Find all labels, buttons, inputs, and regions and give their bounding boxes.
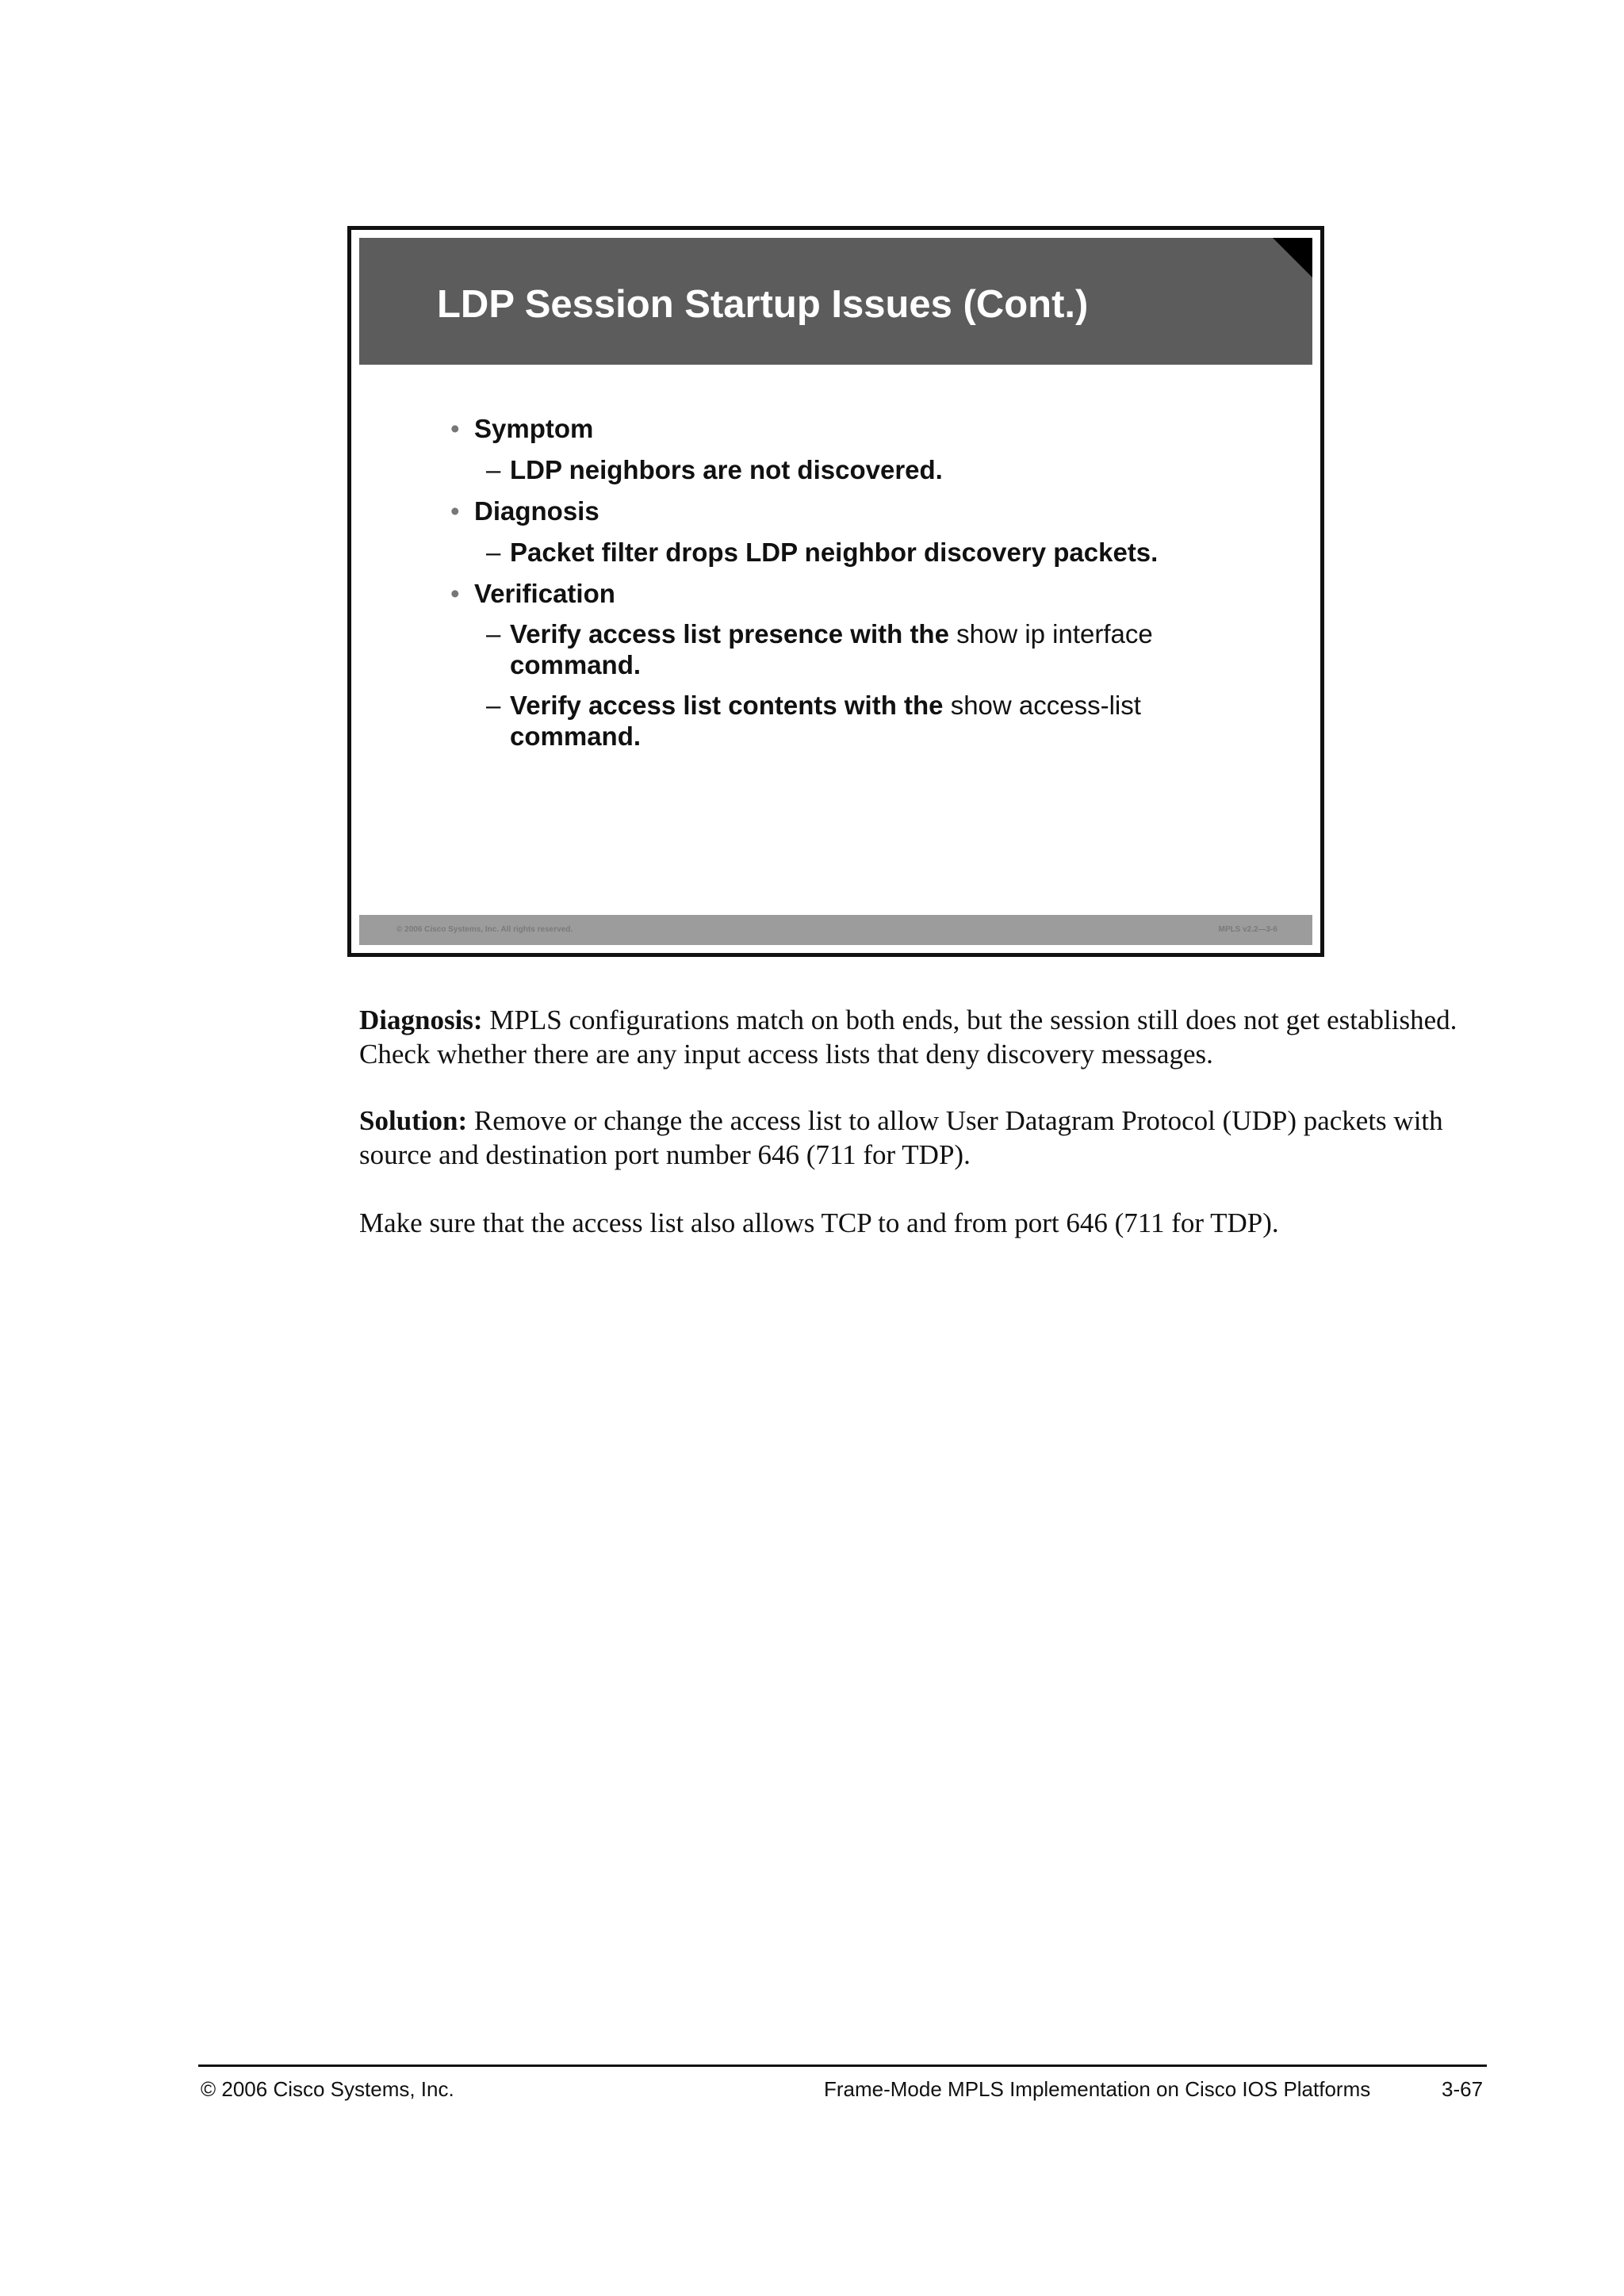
bullet-verification — [450, 579, 615, 609]
command-text: show ip interface — [956, 619, 1153, 649]
dash-icon: – — [486, 619, 501, 649]
dash-icon: – — [486, 538, 501, 567]
sub-text-continued: command. — [510, 650, 642, 679]
page-number: 3-67 — [1442, 2077, 1484, 2101]
sub-text: Verify access list presence with the — [510, 619, 957, 649]
sub-item — [486, 537, 1158, 568]
footer-divider — [198, 2064, 1487, 2067]
diagnosis-paragraph — [359, 1003, 1485, 1071]
bullet-icon: • — [450, 579, 460, 608]
slide-title: LDP Session Startup Issues (Cont.) — [437, 283, 1089, 326]
bullet-icon: • — [450, 496, 460, 526]
dash-icon: – — [486, 455, 501, 484]
sub-text: LDP neighbors are not discovered. — [510, 455, 943, 484]
sub-text-continued: command. — [510, 721, 642, 751]
bullet-label: Verification — [474, 579, 615, 608]
book-title: Frame-Mode MPLS Implementation on Cisco IOS Platforms — [824, 2077, 1371, 2101]
diagnosis-label: Diagnosis: — [359, 1004, 483, 1035]
sub-text: Verify access list contents with the — [510, 691, 951, 720]
bullet-label: Symptom — [474, 414, 594, 443]
sub-item — [486, 618, 1153, 680]
sub-item — [486, 690, 1141, 752]
bullet-icon: • — [450, 414, 460, 443]
solution-paragraph — [359, 1104, 1485, 1172]
solution-label: Solution: — [359, 1105, 468, 1136]
sub-text: Packet filter drops LDP neighbor discovery packets. — [510, 538, 1159, 567]
slide-course-id: MPLS v2.2—3-6 — [1218, 925, 1277, 934]
diagnosis-text: MPLS configurations match on both ends, but the session still does not get established. Check whether there are any input access lists that deny discovery messages. — [359, 1004, 1457, 1070]
slide-body — [351, 230, 1320, 953]
slide-copyright: © 2006 Cisco Systems, Inc. All rights reserved. — [396, 925, 573, 934]
slide-image — [347, 226, 1324, 957]
sub-item — [486, 454, 943, 485]
bullet-diagnosis — [450, 496, 599, 526]
slide-footer — [359, 915, 1312, 945]
command-text: show access-list — [950, 691, 1141, 720]
page-copyright: © 2006 Cisco Systems, Inc. — [201, 2077, 454, 2101]
note-paragraph: Make sure that the access list also allows TCP to and from port 646 (711 for TDP). — [359, 1207, 1279, 1238]
bullet-label: Diagnosis — [474, 496, 599, 526]
dash-icon: – — [486, 691, 501, 720]
bullet-symptom — [450, 414, 593, 444]
solution-text: Remove or change the access list to allow User Datagram Protocol (UDP) packets with source and destination port number 646 (711 for TDP). — [359, 1105, 1443, 1170]
